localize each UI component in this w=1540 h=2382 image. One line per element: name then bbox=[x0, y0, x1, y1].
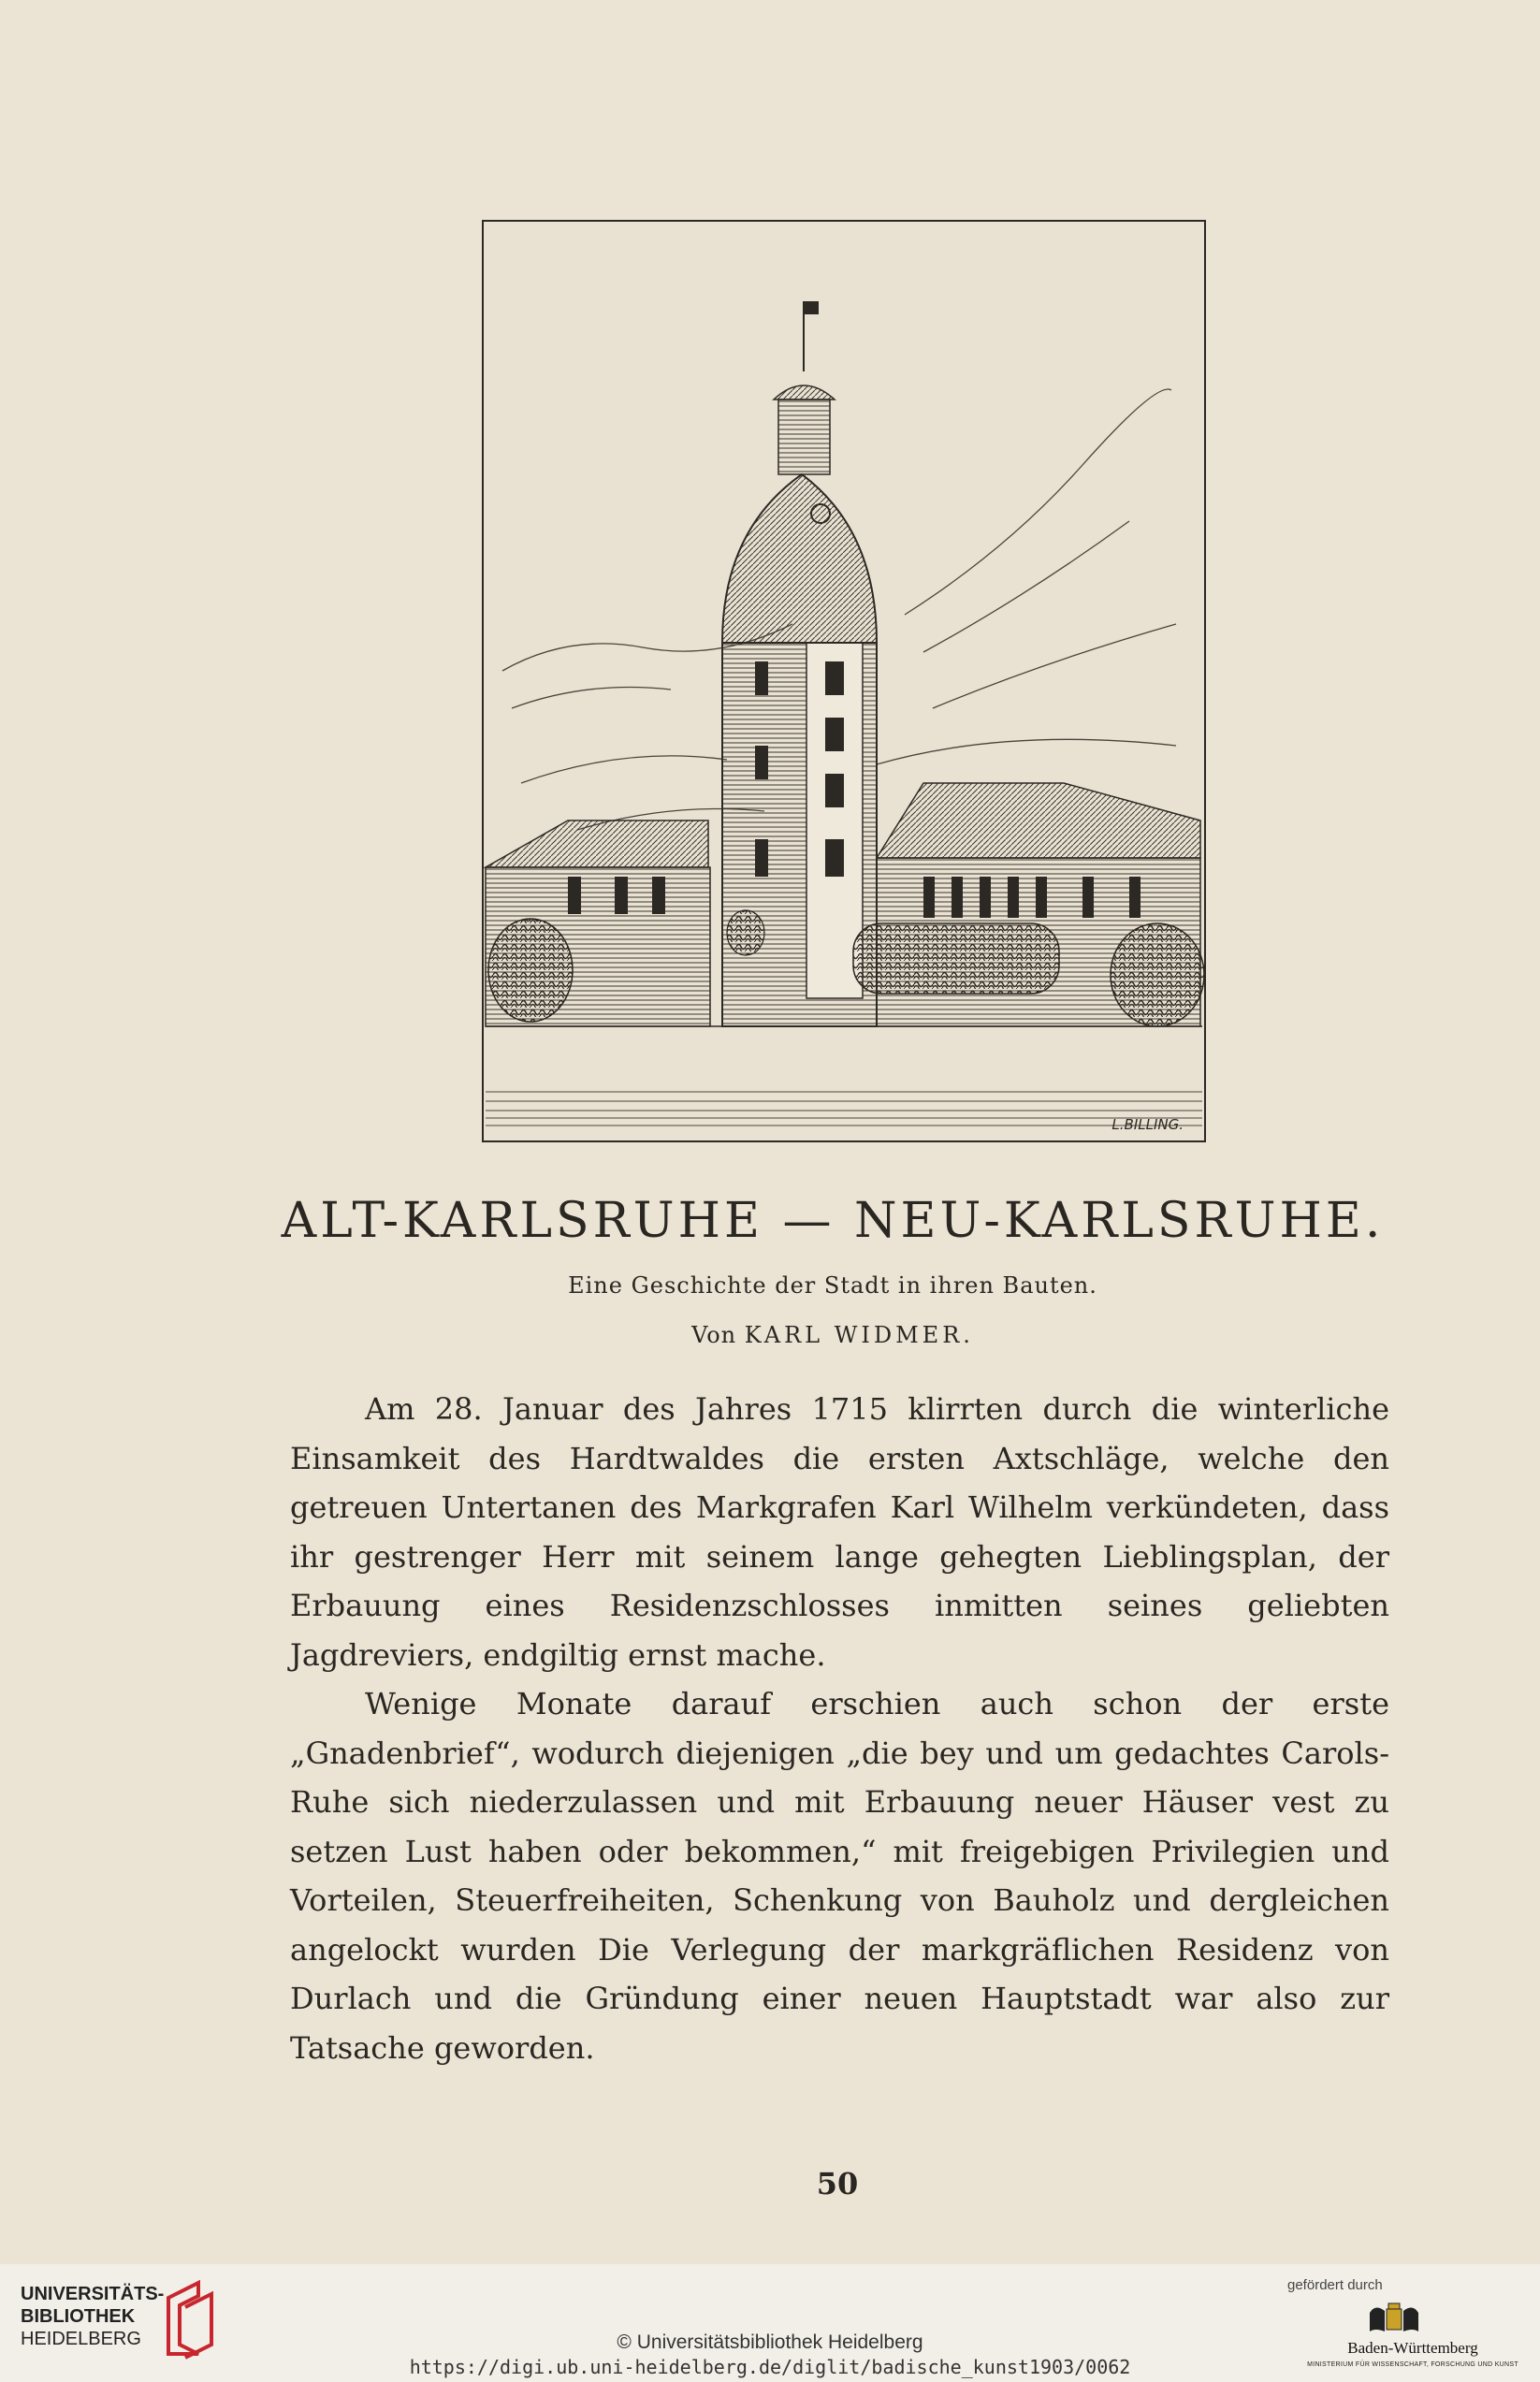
paragraph: Am 28. Januar des Jahres 1715 klirrten durch die winterliche Einsamkeit des Hardtwaldes die ersten Axtschläge, welche den getreuen Untertanen des Markgrafen Karl Wilhelm verkündeten, dass ihr gestrenger Herr mit seinem lange gehegten Lieblingsplan, der Erbauung eines Residenzschlosses inmitten seines geliebten Jagdreviers, endgiltig ernst mache. bbox=[290, 1391, 1389, 1673]
funder-name: Baden-Württemberg bbox=[1347, 2339, 1478, 2357]
baden-wuerttemberg-crest-icon bbox=[1366, 2300, 1422, 2337]
paragraph: Wenige Monate darauf erschien auch schon der erste „Gnadenbrief“, wodurch diejenigen „die bey und um gedachtes Carols-Ruhe sich niederzulassen und mit Erbauung neuer Häuser vest zu setzen Lust haben oder bekommen,“ mit freigebigen Privilegien und Vorteilen, Steuerfreiheiten, Schenkung von Bauholz und dergleichen angelockt wurden Die Verlegung der markgräflichen Residenz von Durlach und die Gründung einer neuen Hauptstadt war also zur Tatsache geworden. bbox=[290, 1686, 1389, 2066]
castle-tower-illustration bbox=[482, 220, 1206, 1142]
author-name: KARL WIDMER. bbox=[744, 1322, 974, 1348]
permalink-url[interactable]: https://digi.ub.uni-heidelberg.de/diglit/badische_kunst1903/0062 bbox=[409, 2356, 1131, 2378]
artist-signature: L.BILLING. bbox=[1111, 1116, 1184, 1133]
castle-drawing bbox=[484, 222, 1204, 1140]
funder-ministry: MINISTERIUM FÜR WISSENSCHAFT, FORSCHUNG UND KUNST bbox=[1307, 2361, 1518, 2368]
article-subtitle: Eine Geschichte der Stadt in ihren Bauten. bbox=[568, 1272, 1097, 1299]
library-line-1: UNIVERSITÄTS- bbox=[21, 2284, 165, 2304]
byline bbox=[281, 1322, 1385, 1348]
library-line-3: HEIDELBERG bbox=[21, 2329, 141, 2349]
library-line-2: BIBLIOTHEK bbox=[21, 2306, 136, 2327]
byline-prefix: Von bbox=[691, 1322, 737, 1348]
copyright-notice: © Universitätsbibliothek Heidelberg bbox=[617, 2331, 923, 2353]
funded-by-label: gefördert durch bbox=[1287, 2277, 1383, 2293]
article-body bbox=[290, 1385, 1389, 2072]
page-number: 50 bbox=[816, 2166, 859, 2201]
article-title: ALT-KARLSRUHE — NEU-KARLSRUHE. bbox=[281, 1193, 1385, 1249]
